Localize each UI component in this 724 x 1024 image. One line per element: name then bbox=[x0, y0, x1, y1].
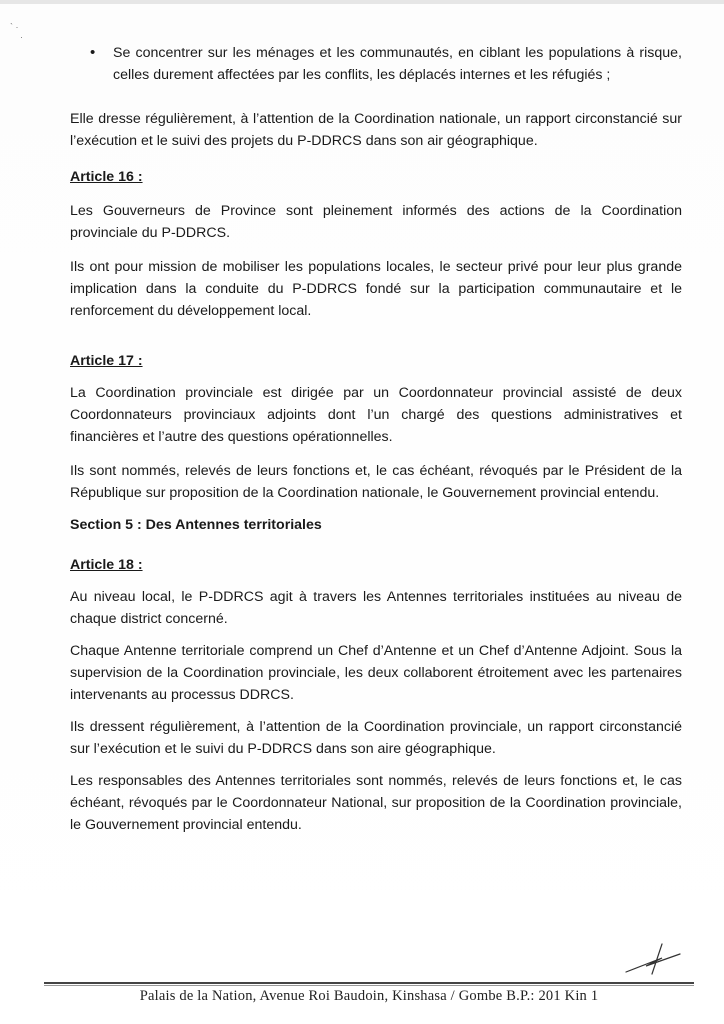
article-17-heading: Article 17 : bbox=[70, 353, 143, 369]
scan-top-edge bbox=[0, 0, 724, 4]
document-body bbox=[70, 42, 682, 836]
article-18-paragraph-3: Ils dressent régulièrement, à l’attention de la Coordination provinciale, un rapport circonstancié sur l’exécution et le suivi du P-DDRCS dans son aire géographique. bbox=[70, 719, 682, 757]
footer-rule bbox=[44, 982, 694, 984]
article-18-paragraph-1: Au niveau local, le P-DDRCS agit à travers les Antennes territoriales instituées au niveau de chaque district concerné. bbox=[70, 589, 682, 627]
article-18-paragraph-2: Chaque Antenne territoriale comprend un Chef d’Antenne et un Chef d’Antenne Adjoint. Sous la supervision de la Coordination provinciale, les deux collaborent étroitement avec les partenaires intervenants au processus DDRCS. bbox=[70, 643, 682, 703]
article-17-paragraph-2: Ils sont nommés, relevés de leurs fonctions et, le cas échéant, révoqués par le Président de la République sur proposition de la Coordination nationale, le Gouvernement provincial entendu. bbox=[70, 463, 682, 501]
page-footer-address: Palais de la Nation, Avenue Roi Baudoin, Kinshasa / Gombe B.P.: 201 Kin 1 bbox=[139, 988, 599, 1004]
article-18-heading: Article 18 : bbox=[70, 557, 143, 573]
article-17-paragraph-1: La Coordination provinciale est dirigée par un Coordonnateur provincial assisté de deux Coordonnateurs provinciaux adjoints dont l’un chargé des questions administratives et financières et l’autre des questions opérationnelles. bbox=[70, 385, 682, 445]
article-16-paragraph-2: Ils ont pour mission de mobiliser les populations locales, le secteur privé pour leur plus grande implication dans la conduite du P-DDRCS fondé sur la participation communautaire et le renforcement du développement local. bbox=[70, 259, 682, 319]
signature-mark-icon bbox=[622, 938, 684, 976]
bullet-text: Se concentrer sur les ménages et les communautés, en ciblant les populations à risque, celles durement affectées par les conflits, les déplacés internes et les réfugiés ; bbox=[113, 45, 682, 83]
section-5-heading: Section 5 : Des Antennes territoriales bbox=[70, 517, 322, 533]
article-16-paragraph-1: Les Gouverneurs de Province sont pleinement informés des actions de la Coordination provinciale du P-DDRCS. bbox=[70, 203, 682, 241]
footer-rule-thin bbox=[44, 985, 694, 986]
paragraph-intro: Elle dresse régulièrement, à l’attention de la Coordination nationale, un rapport circonstancié sur l’exécution et le suivi des projets du P-DDRCS dans son air géographique. bbox=[70, 111, 682, 149]
scan-marks: ` · · bbox=[10, 22, 23, 42]
article-16-heading: Article 16 : bbox=[70, 169, 143, 185]
bullet-item bbox=[90, 42, 682, 86]
bullet-dot-icon: • bbox=[90, 44, 96, 61]
article-18-paragraph-4: Les responsables des Antennes territoriales sont nommés, relevés de leurs fonctions et, le cas échéant, révoqués par le Coordonnateur National, sur proposition de la Coordination provinciale, le Gouvernement provincial entendu. bbox=[70, 773, 682, 833]
